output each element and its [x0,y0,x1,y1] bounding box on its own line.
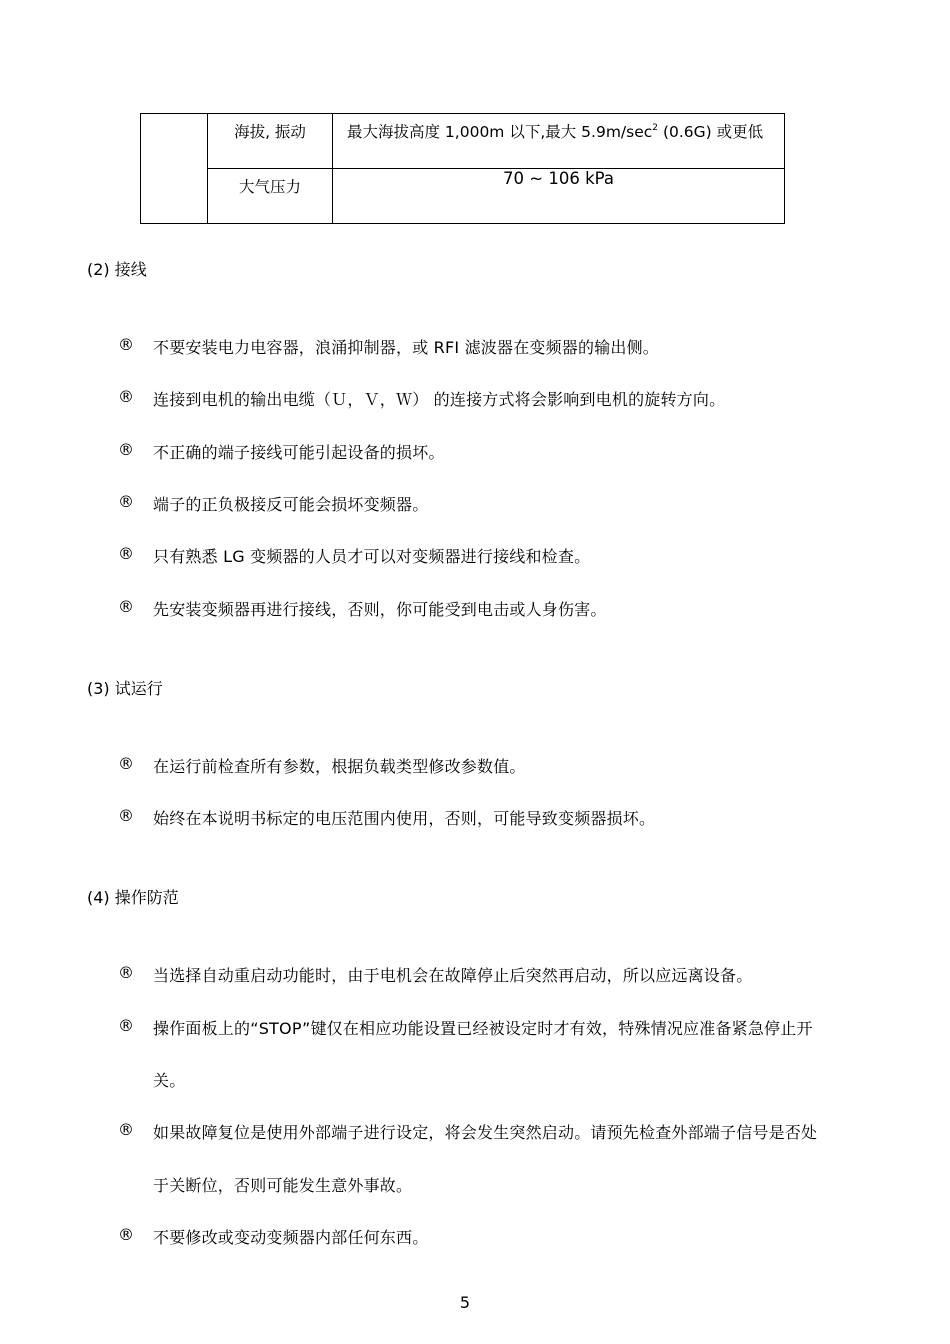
list-item: 不要修改或变动变频器内部任何东西。 [153,1228,429,1247]
bullet-icon: ® [118,544,134,563]
altitude-value-text: 最大海拔高度 1,000m 以下,最大 5.9m/sec [347,123,653,141]
section-title-test-run: (3) 试运行 [87,679,163,698]
list-item: 不要安装电力电容器，浪涌抑制器，或 RFI 滤波器在变频器的输出侧。 [153,338,660,357]
altitude-superscript: 2 [652,123,659,133]
list-item: 当选择自动重启动功能时，由于电机会在故障停止后突然再启动，所以应远离设备。 [153,966,753,985]
list-item: 连接到电机的输出电缆（Ｕ，Ｖ，Ｗ） 的连接方式将会影响到电机的旋转方向。 [153,390,726,409]
bullet-icon: ® [118,1225,134,1244]
page-number: 5 [459,1293,471,1312]
list-item: 如果故障复位是使用外部端子进行设定，将会发生突然启动。请预先检查外部端子信号是否处 [153,1123,818,1142]
list-item: 只有熟悉 LG 变频器的人员才可以对变频器进行接线和检查。 [153,547,591,566]
list-item: 操作面板上的“STOP”键仅在相应功能设置已经被设定时才有效，特殊情况应准备紧急停止开 [153,1019,813,1038]
bullet-icon: ® [118,963,134,982]
bullet-icon: ® [118,1120,134,1139]
list-item: 端子的正负极接反可能会损坏变频器。 [153,495,429,514]
list-item: 始终在本说明书标定的电压范围内使用，否则，可能导致变频器损坏。 [153,809,656,828]
list-item: 先安装变频器再进行接线，否则，你可能受到电击或人身伤害。 [153,600,607,619]
bullet-icon: ® [118,492,134,511]
environment-spec-table [140,113,785,224]
section-title-operation: (4) 操作防范 [87,888,179,907]
list-item-continuation: 于关断位，否则可能发生意外事故。 [153,1176,413,1195]
pressure-label-cell: 大气压力 [208,169,333,224]
altitude-value-suffix: (0.6G) 或更低 [658,123,764,141]
bullet-icon: ® [118,754,134,773]
bullet-icon: ® [118,335,134,354]
altitude-value-cell [333,114,785,169]
bullet-icon: ® [118,597,134,616]
bullet-icon: ® [118,806,134,825]
list-item: 在运行前检查所有参数，根据负载类型修改参数值。 [153,757,526,776]
altitude-label-cell: 海拔, 振动 [208,114,333,169]
bullet-icon: ® [118,1016,134,1035]
pressure-value-cell: 70 ~ 106 kPa [333,169,785,224]
table-row [141,114,785,169]
table-row [141,169,785,224]
table-merged-cell [141,114,208,224]
bullet-icon: ® [118,440,134,459]
list-item-continuation: 关。 [153,1071,186,1090]
section-title-wiring: (2) 接线 [87,260,147,279]
bullet-icon: ® [118,387,134,406]
list-item: 不正确的端子接线可能引起设备的损坏。 [153,443,445,462]
